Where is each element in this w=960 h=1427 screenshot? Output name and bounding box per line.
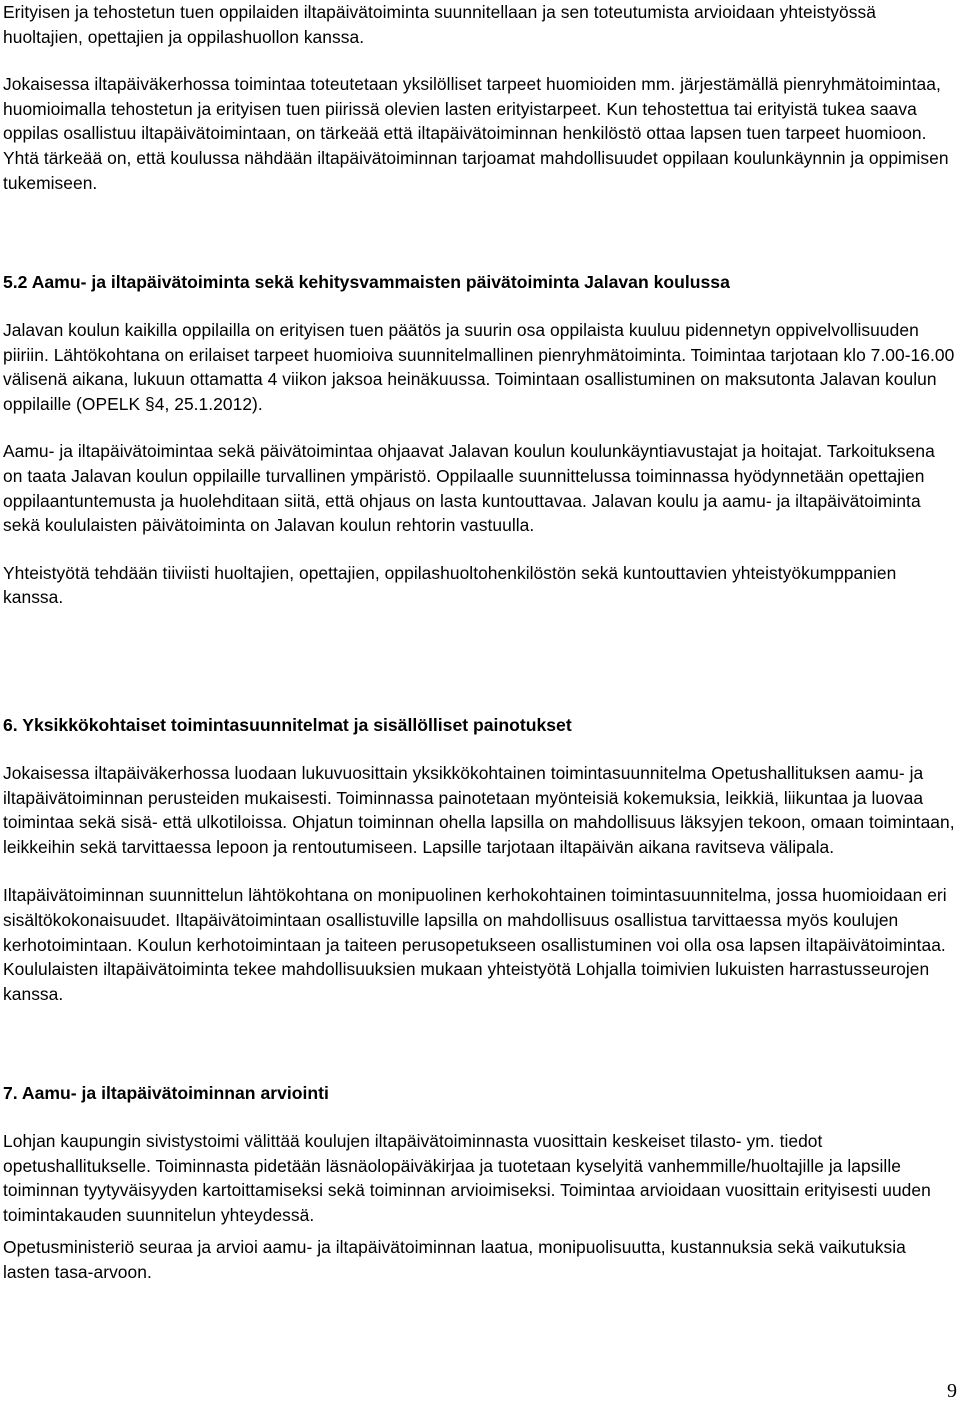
intro-section: [3, 0, 955, 195]
section-5-2-paragraph-3: Yhteistyötä tehdään tiiviisti huoltajien, opettajien, oppilashuoltohenkilöstön sekä kuntouttavien yhteistyökumppanien kanssa.: [3, 562, 897, 608]
page-number: 9: [947, 1380, 957, 1402]
section-6-body: [3, 761, 955, 1006]
section-5-2-paragraph-1: Jalavan koulun kaikilla oppilailla on erityisen tuen päätös ja suurin osa oppilaista kuuluu pidennetyn oppivelvollisuuden piiriin. Lähtökohtana on erilaiset tarpeet huomioiva suunnitelmallinen pienryhmätoiminta. Toimintaa tarjotaan klo 7.00-16.00 välisenä aikana, lukuun ottamatta 4 viikon jaksoa heinäkuussa. Toimintaan osallistuminen on maksutonta Jalavan koulun oppilaille (OPELK §4, 25.1.2012).: [3, 320, 955, 414]
section-5-2-body: [3, 318, 955, 610]
section-5-2-paragraph-2: Aamu- ja iltapäivätoimintaa sekä päivätoimintaa ohjaavat Jalavan koulun koulunkäyntiavustajat ja hoitajat. Tarkoituksena on taata Jalavan koulun oppilaille turvallinen ympäristö. Oppilaalle suunnittelussa toiminnassa hyödynnetään opettajien oppilaantuntemusta ja huolehditaan siitä, että ohjaus on lasta kuntouttavaa. Jalavan koulu ja aamu- ja iltapäivätoiminta sekä koululaisten päivätoiminta on Jalavan koulun rehtorin vastuulla.: [3, 441, 935, 536]
section-7-body: [3, 1129, 955, 1285]
section-7-heading: 7. Aamu- ja iltapäivätoiminnan arviointi: [3, 1083, 329, 1103]
section-6-paragraph-1: Jokaisessa iltapäiväkerhossa luodaan lukuvuosittain yksikkökohtainen toimintasuunnitelma Opetushallituksen aamu- ja iltapäivätoiminnan perusteiden mukaisesti. Toiminnassa painotetaan myönteisiä kokemuksia, leikkiä, liikuntaa ja luovaa toimintaa sekä sisä- että ulkotiloissa. Ohjatun toiminnan ohella lapsilla on mahdollisuus läksyjen tekoon, omaan toimintaan, leikkeihin sekä tarvittaessa lepoon ja rentoutumiseen. Lapsille tarjotaan iltapäivän aikana ravitseva välipala.: [3, 763, 955, 857]
section-6-heading: 6. Yksikkökohtaiset toimintasuunnitelmat ja sisällölliset painotukset: [3, 715, 572, 735]
section-7-paragraph-1: Lohjan kaupungin sivistystoimi välittää koulujen iltapäivätoiminnasta vuosittain keskeiset tilasto- ym. tiedot opetushallitukselle. Toiminnasta pidetään läsnäolopäiväkirjaa ja tuotetaan kyselyitä vanhemmille/huoltajille ja lapsille toiminnan tyytyväisyyden kartoittamiseksi sekä toiminnan arvioimiseksi. Toimintaa arvioidaan vuosittain erityisesti uuden toimintakauden suunnitelun yhteydessä.: [3, 1131, 931, 1225]
document-page: [3, 0, 955, 1282]
section-6-paragraph-2: Iltapäivätoiminnan suunnittelun lähtökohtana on monipuolinen kerhokohtainen toimintasuunnitelma, jossa huomioidaan eri sisältökokonaisuudet. Iltapäivätoimintaan osallistuville lapsilla on mahdollisuus osallistua tarvittaessa myös koulujen kerhotoimintaan. Koulun kerhotoimintaan ja taiteen perusopetukseen osallistuminen voi olla osa lapsen iltapäivätoimintaa. Koululaisten iltapäivätoiminta tekee mahdollisuuksien mukaan yhteistyötä Lohjalla toimivien lukuisten harrastusseurojen kanssa.: [3, 885, 947, 1004]
intro-paragraph-1: Erityisen ja tehostetun tuen oppilaiden iltapäivätoiminta suunnitellaan ja sen toteutumista arvioidaan yhteistyössä huoltajien, opettajien ja oppilashuollon kanssa.: [3, 2, 876, 47]
intro-paragraph-2: Jokaisessa iltapäiväkerhossa toimintaa toteutetaan yksilölliset tarpeet huomioiden mm. järjestämällä pienryhmätoimintaa, huomioimalla tehostetun ja erityisen tuen piirissä olevien lasten erityistarpeet. Kun tehostettua tai erityistä tukea saava oppilas osallistuu iltapäivätoimintaan, on tärkeää että iltapäivätoiminnan henkilöstö ottaa lapsen tuen tarpeet huomioon. Yhtä tärkeää on, että koulussa nähdään iltapäivätoiminnan tarjoamat mahdollisuudet oppilaan koulunkäynnin ja oppimisen tukemiseen.: [3, 74, 949, 193]
section-5-2-heading: 5.2 Aamu- ja iltapäivätoiminta sekä kehitysvammaisten päivätoiminta Jalavan koulussa: [3, 272, 730, 292]
section-7-paragraph-2: Opetusministeriö seuraa ja arvioi aamu- ja iltapäivätoiminnan laatua, monipuolisuutta, kustannuksia sekä vaikutuksia lasten tasa-arvoon.: [3, 1237, 906, 1282]
